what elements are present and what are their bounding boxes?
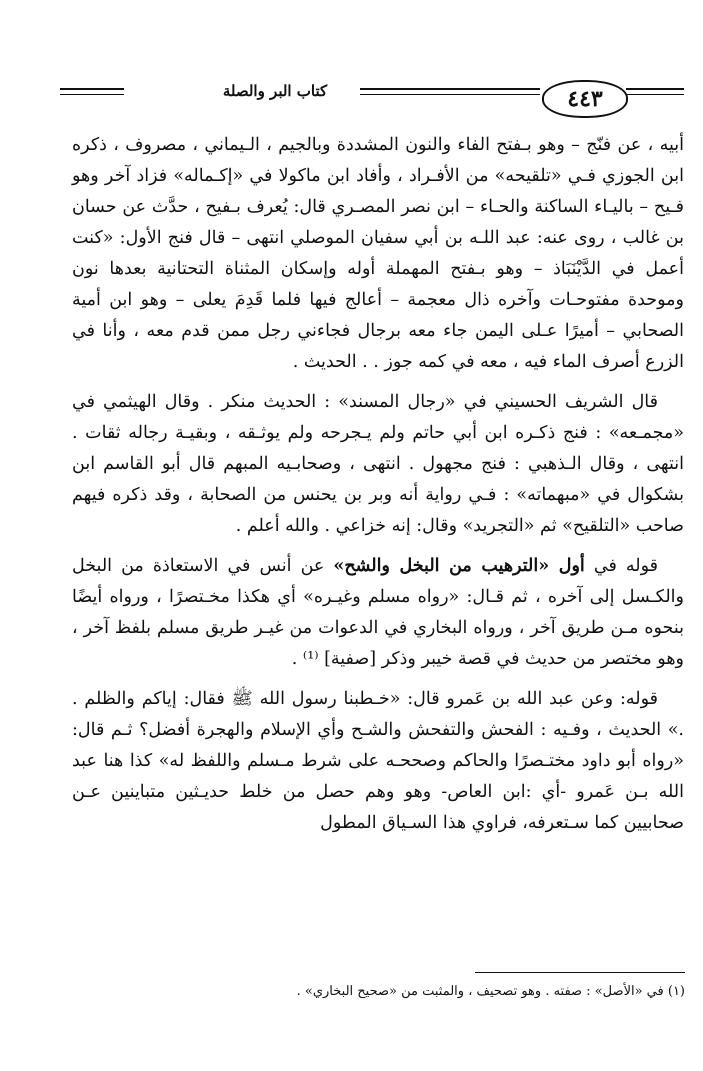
paragraph-text: أبيه ، عن فنّج – وهو بـفتح الفاء والنون المشددة وبالجيم ، الـيماني ، مصروف ، ذكره ابن الجوزي فـي «تلقيحه» من الأفـراد ، وأفاد ابن ماكولا في «إكـماله» فزاد آخر وهو فـيح – باليـاء الساكنة والحـاء – ابن نصر المصـري قال: يُعرف بـفيح ، حدَّث عن حسان بن غالب ، روى عنه: عبد اللـه بن أبي سفيان الموصلي انتهى – قال فنج الأول: «كنت أعمل في الدَّيْنَبَاذ – وهو بـفتح المهملة أوله وإسكان المثناة التحتانية بعدها نون وموحدة مفتوحـات وآخره ذال معجمة – أعالج فيها فلما قَدِمَ يعلى – وهو ابن أمية الصحابي – أميرًا عـلى اليمن جاء معه برجال فجاءني رجل ممن قدم معه ، وأنا في الزرع أصرف الماء فيه ، معه في كمه جوز . . الحديث . <box>72 135 684 372</box>
paragraph <box>72 684 684 839</box>
paragraph <box>72 387 684 542</box>
header-rule <box>626 88 684 90</box>
header-rule <box>60 88 124 90</box>
book-title: كتاب البر والصلة <box>190 82 360 100</box>
paragraph <box>72 130 684 378</box>
paragraph <box>72 551 684 675</box>
paragraph-text: قال الشريف الحسيني في «رجال المسند» : الحديث منكر . وقال الهيثمي في «مجمـعه» : فنج ذكـره ابن أبي حاتم ولم يـجرحه ولم يوثـقه ، وبقيـة رجاله ثقات . انتهى ، وقال الـذهبي : فنج مجهول . انتهى ، وصحابـيه المبهم قال أبو القاسم ابن بشكوال في «مبهماته» : فـي رواية أنه وبر بن يحنس من الصحابة ، وقد ذكره فيهم صاحب «التلقيح» ثم «التجريد» وقال: إنه خزاعي . والله أعلم . <box>72 392 684 536</box>
page-header <box>60 68 684 124</box>
page-number: ٤٤٣ <box>542 80 628 118</box>
footnote: (١) في «الأصل» : صفته . وهو تصحيف ، والمثبت من «صحيح البخاري» . <box>296 984 685 999</box>
header-rule <box>60 94 124 95</box>
header-rule <box>626 94 684 95</box>
paragraph-text: قوله: وعن عبد الله بن عَمرو قال: «خـطبنا رسول الله ﷺ فقال: إياكم والظلم . .» الحديث ، وفـيه : الفحش والتفحش والشـح وأي الإسلام والهجرة أفضل؟ ثـم قال: «رواه أبو داود مختـصرًا والحاكم وصححـه على شرط مـسلم واللفظ له» كذا هنا عبد الله بـن عَمرو -أي :ابن العاص- وهو وهم حصل من خلط حديـثين متباينين عـن صحابيين كما سـتعرفه، فراوي هذا السـياق المطول <box>72 689 684 833</box>
paragraph-text: عن أنس في الاستعاذة من البخل والكـسل إلى آخره ، ثم قـال: «رواه مسلم وغيـره» أي هكذا مخـتصرًا ، ورواه أيضًا بنحوه مـن طريق آخر ، ورواه البخاري في الدعوات من غيـر طريق مسلم بلفظ آخر ، وهو مختصر من حديث في قصة خيبر وذكر [صفية] ⁽¹⁾ . <box>72 556 684 669</box>
footnote-separator <box>475 972 685 973</box>
paragraph-lead: قوله في <box>584 556 658 576</box>
section-reference: أول «الترهيب من البخل والشح» <box>333 556 585 576</box>
main-text <box>72 130 684 839</box>
